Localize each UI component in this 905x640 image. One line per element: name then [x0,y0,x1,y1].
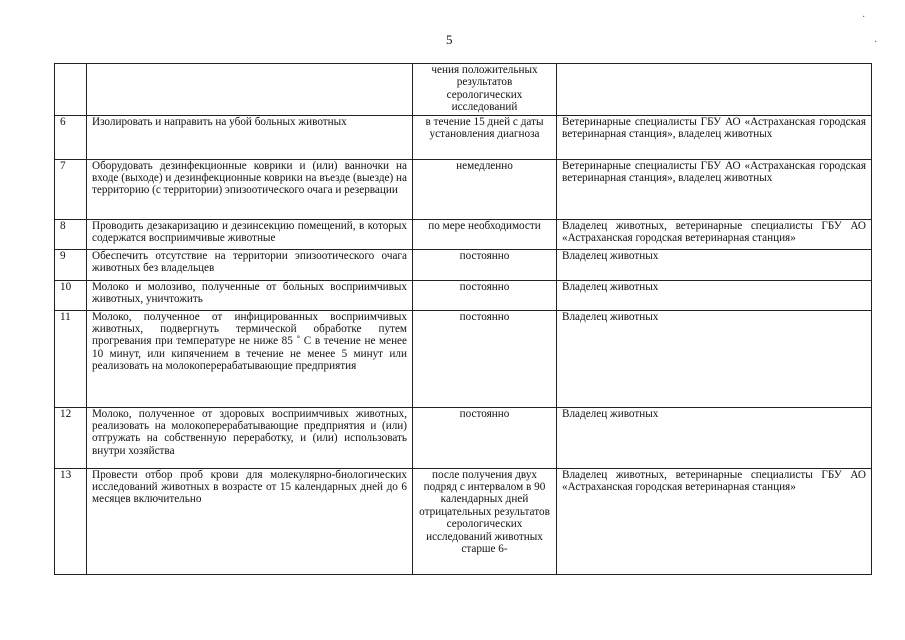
responsible-text: Владелец животных, ветеринарные специалисты ГБУ АО «Астраханская городская ветеринарная станция» [557,468,872,574]
deadline-text: после получения двух подряд с интервалом в 90 календарных дней отрицательных результатов серологических исследований животных старше 6- [413,468,557,574]
table-row [55,159,872,219]
deadline-text: постоянно [413,407,557,468]
table-row [55,280,872,310]
measure-text: Проводить дезакаризацию и дезинсекцию помещений, в которых содержатся восприимчивые животные [87,219,413,249]
table-row [55,468,872,574]
measure-text: Изолировать и направить на убой больных животных [87,115,413,159]
deadline-text: постоянно [413,310,557,407]
row-number: 11 [55,310,87,407]
measures-table [54,63,872,575]
table-row [55,407,872,468]
table-row [55,115,872,159]
responsible-text [557,64,872,116]
row-number: 10 [55,280,87,310]
deadline-text: в течение 15 дней с даты установления диагноза [413,115,557,159]
row-number: 13 [55,468,87,574]
row-number: 6 [55,115,87,159]
responsible-text: Владелец животных, ветеринарные специалисты ГБУ АО «Астраханская городская ветеринарная станция» [557,219,872,249]
responsible-text: Ветеринарные специалисты ГБУ АО «Астраханская городская ветеринарная станция», владелец животных [557,159,872,219]
measure-text: Молоко, полученное от инфицированных восприимчивых животных, подвергнуть термической обработке путем прогревания при температуре не ниже 85 ˚ С в течение не менее 10 минут, или кипячением в течение не менее 5 минут или реализовать на молокоперерабатывающие предприятия [87,310,413,407]
measure-text: Провести отбор проб крови для молекулярно-биологических исследований животных в возрасте от 15 календарных дней до 6 месяцев включительно [87,468,413,574]
responsible-text: Владелец животных [557,310,872,407]
row-number [55,64,87,116]
page-number: 5 [446,32,453,47]
responsible-text: Владелец животных [557,407,872,468]
table-row [55,219,872,249]
measure-text: Обеспечить отсутствие на территории эпизоотического очага животных без владельцев [87,249,413,280]
measure-text: Молоко и молозиво, полученные от больных восприимчивых животных, уничтожить [87,280,413,310]
deadline-text: по мере необходимости [413,219,557,249]
table-row [55,64,872,116]
table-row [55,249,872,280]
row-number: 9 [55,249,87,280]
responsible-text: Владелец животных [557,249,872,280]
scan-mark: · [874,37,878,48]
deadline-text: чения положительных результатов серологических исследований [413,64,557,116]
row-number: 12 [55,407,87,468]
table-row [55,310,872,407]
deadline-text: постоянно [413,249,557,280]
deadline-text: постоянно [413,280,557,310]
responsible-text: Владелец животных [557,280,872,310]
measure-text [87,64,413,116]
scan-mark: · [862,12,866,23]
row-number: 8 [55,219,87,249]
measure-text: Оборудовать дезинфекционные коврики и (или) ванночки на входе (выходе) и дезинфекционные коврики на въезде (выезде) на территорию (с территории) эпизоотического очага и резервации [87,159,413,219]
row-number: 7 [55,159,87,219]
deadline-text: немедленно [413,159,557,219]
measure-text: Молоко, полученное от здоровых восприимчивых животных, реализовать на молокоперерабатывающие предприятия и (или) отгружать на собственную переработку, и (или) использовать внутри хозяйства [87,407,413,468]
responsible-text: Ветеринарные специалисты ГБУ АО «Астраханская городская ветеринарная станция», владелец животных [557,115,872,159]
